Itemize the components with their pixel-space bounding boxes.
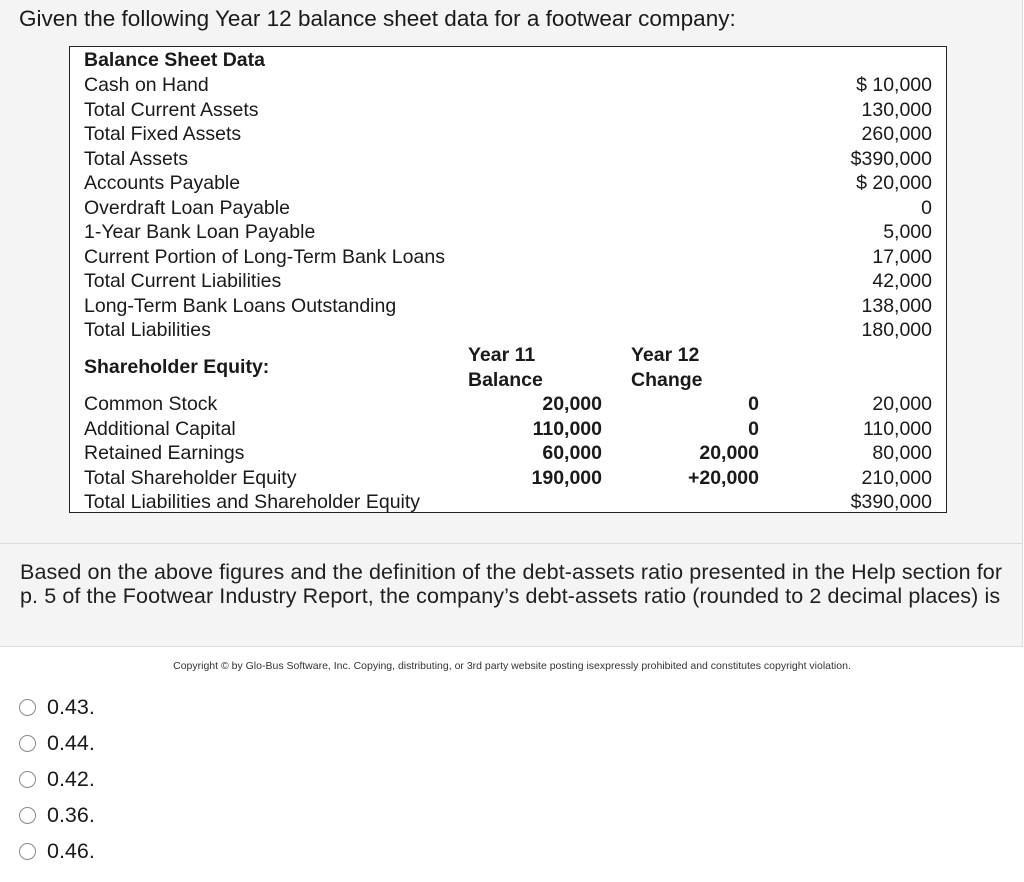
- row-value: 17,000: [872, 245, 932, 268]
- equity-row-change: 0: [748, 393, 759, 415]
- equity-row-value: 210,000: [861, 466, 932, 489]
- copyright-notice: Copyright © by Glo-Bus Software, Inc. Copying, distributing, or 3rd party website posting isexpressly prohibited and constitutes copyright violation.: [173, 660, 851, 672]
- row-value: 42,000: [872, 270, 932, 292]
- equity-row-label: Retained Earnings: [84, 442, 245, 464]
- row-value: 130,000: [861, 98, 932, 121]
- year11-header-line1: Year 11: [468, 344, 536, 366]
- row-label: Current Portion of Long-Term Bank Loans: [84, 245, 445, 268]
- question-text: Based on the above figures and the definition of the debt-assets ratio presented in the Help section for p. 5 of the Footwear Industry Report, the company’s debt-assets ratio (rounded to 2 decimal places) is: [20, 560, 1003, 609]
- row-value: 180,000: [861, 319, 932, 341]
- answer-option[interactable]: [19, 797, 95, 833]
- answer-option[interactable]: [19, 725, 95, 761]
- row-value: $390,000: [850, 147, 932, 170]
- answer-option-label[interactable]: 0.46.: [47, 838, 95, 863]
- balance-sheet-table: [69, 46, 947, 513]
- equity-row-value: 110,000: [862, 417, 932, 440]
- sheet-title: Balance Sheet Data: [84, 49, 265, 71]
- row-label: 1-Year Bank Loan Payable: [84, 221, 316, 243]
- year12-header-line2: Change: [631, 368, 703, 391]
- answer-option-label[interactable]: 0.42.: [47, 766, 95, 791]
- equity-row-year11: 110,000: [532, 417, 602, 440]
- equity-row-change: 20,000: [699, 442, 759, 464]
- year12-header-line1: Year 12: [631, 344, 700, 366]
- row-label: Total Liabilities: [84, 319, 211, 341]
- answer-options: [19, 689, 95, 869]
- row-label: Total Current Liabilities: [84, 270, 282, 292]
- year11-header-line2: Balance: [468, 368, 543, 391]
- row-label: Accounts Payable: [84, 172, 241, 194]
- row-value: 138,000: [861, 294, 932, 317]
- radio-button[interactable]: [19, 735, 36, 752]
- row-label: Total Fixed Assets: [84, 123, 242, 145]
- equity-row-year11: 20,000: [542, 393, 602, 415]
- equity-row-label: Total Shareholder Equity: [84, 466, 297, 489]
- answer-option[interactable]: [19, 833, 95, 869]
- row-value: 0: [921, 196, 932, 219]
- answer-option[interactable]: [19, 689, 95, 725]
- row-label: Total Current Assets: [84, 98, 259, 121]
- row-label: Total Assets: [84, 147, 189, 170]
- equity-row-change: 0: [748, 417, 759, 440]
- divider: [0, 543, 1022, 544]
- row-label: Overdraft Loan Payable: [84, 196, 290, 219]
- row-label: Long-Term Bank Loans Outstanding: [84, 294, 397, 317]
- row-value: 260,000: [861, 123, 932, 145]
- answer-option-label[interactable]: 0.44.: [47, 730, 95, 755]
- answer-option[interactable]: [19, 761, 95, 797]
- radio-button[interactable]: [19, 807, 36, 824]
- radio-button[interactable]: [19, 771, 36, 788]
- equity-row-label: Additional Capital: [84, 417, 236, 440]
- answer-option-label[interactable]: 0.43.: [47, 694, 95, 719]
- row-value: $ 20,000: [856, 172, 932, 194]
- equity-row-value: 80,000: [872, 442, 932, 464]
- equity-heading: Shareholder Equity:: [84, 356, 270, 378]
- radio-button[interactable]: [19, 699, 36, 716]
- row-label: Cash on Hand: [84, 74, 209, 96]
- row-value: 5,000: [883, 221, 932, 243]
- answer-option-label[interactable]: 0.36.: [47, 802, 95, 827]
- equity-row-year11: 60,000: [542, 442, 602, 464]
- radio-button[interactable]: [19, 843, 36, 860]
- total-label: Total Liabilities and Shareholder Equity: [84, 491, 421, 513]
- equity-row-value: 20,000: [872, 393, 932, 415]
- row-value: $ 10,000: [856, 74, 932, 96]
- equity-row-year11: 190,000: [531, 466, 602, 489]
- total-value: $390,000: [850, 491, 932, 513]
- equity-row-change: +20,000: [687, 466, 759, 489]
- equity-row-label: Common Stock: [84, 393, 218, 415]
- intro-text: Given the following Year 12 balance sheet data for a footwear company:: [19, 6, 736, 31]
